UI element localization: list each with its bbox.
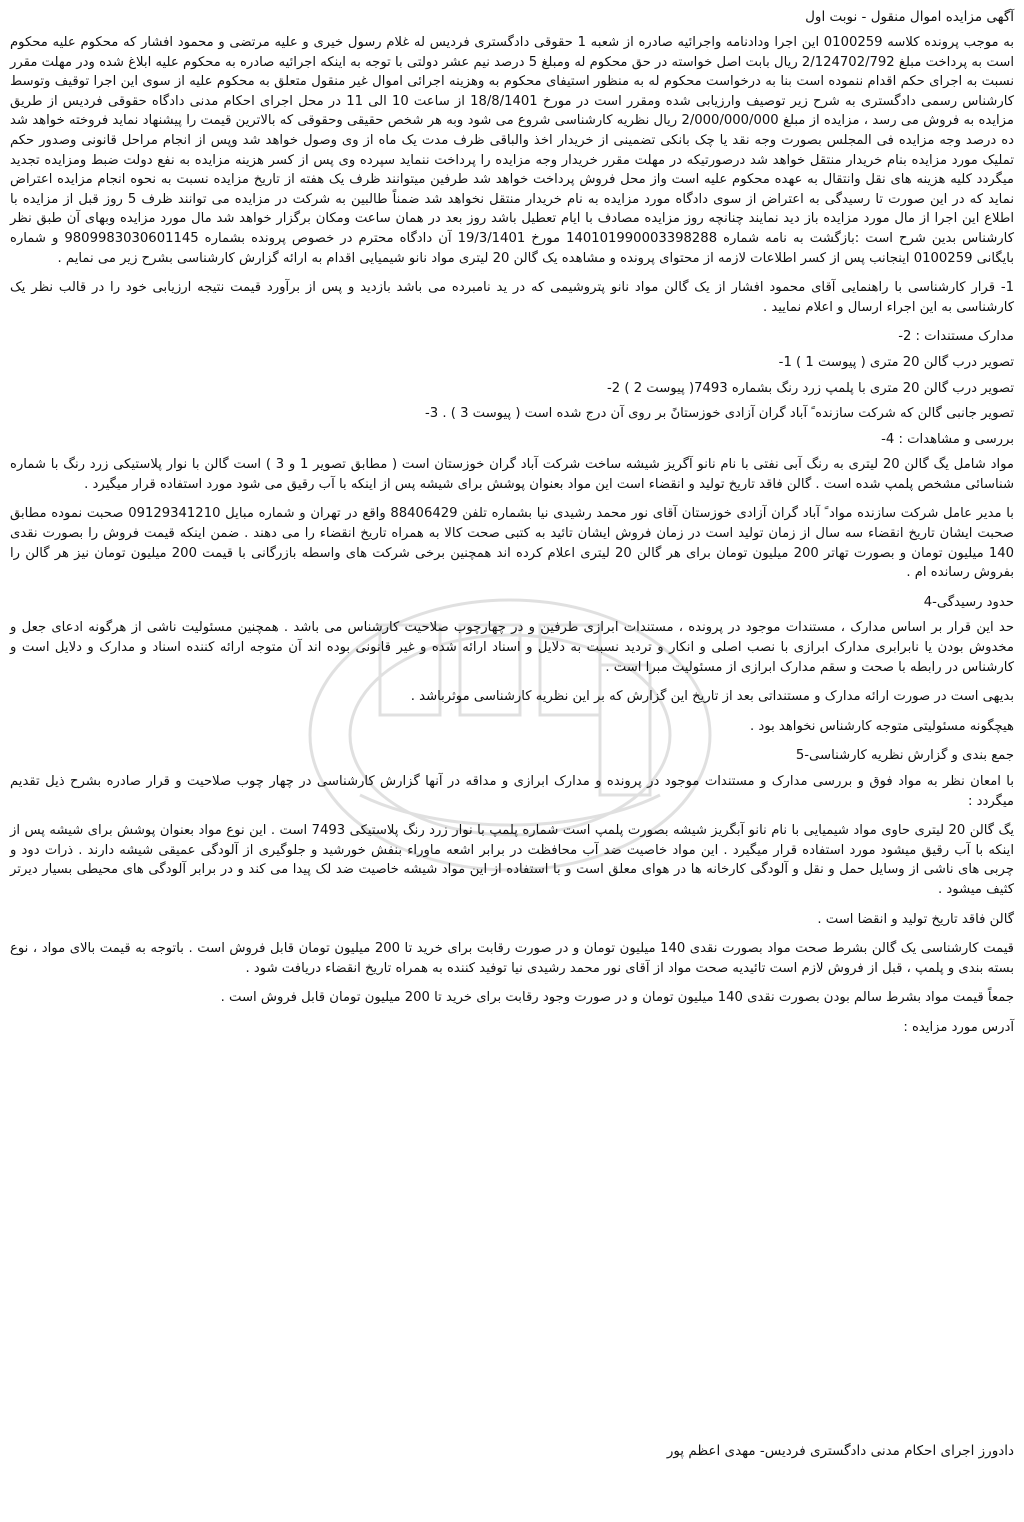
auction-address-label: آدرس مورد مزایده : — [903, 1019, 1014, 1035]
summary-paragraph-1: یگ گالن 20 لیتری حاوی مواد شیمیایی با نام نانو آبگریز شیشه بصورت پلمپ است شماره پلمپ با نوار زرد رنگ پلاستیکی 7493 است . این نوع مواد بعنوان پوشش برای شیشه پس از اینکه با آب رقیق میشود مورد استفاده قرار میگیرد . این مواد خاصیت ضد آب محافظت در برابر اشعه ماوراء بنفش خورشید و جلوگیری از آلودگی عمیقی شیشه دارند . ذرات دود و چربی های ناشی از وسایل حمل و نقل و آلودگی کارخانه ها در هوای معلق است و با استفاده از این مواد شیشه خاصیت ضد لک پیدا می کند و در برابر آلودگی های محیطی بسیار دیرتر کثیف میشود . — [10, 823, 1014, 897]
section-3-heading: بررسی و مشاهدات : 4- — [881, 431, 1014, 447]
observation-paragraph-1: مواد شامل یگ گالن 20 لیتری به رنگ آبی نفتی با نام نانو آگریز شیشه ساخت شرکت آباد گران خوزستان است ( مطابق تصویر 1 و 3 ) است گالن با نوار پلاستیکی زرد رنگ با شماره شناسائی مشخص پلمپ شده است . گالن فاقد تاریخ تولید و انقضاء است این مواد بعنوان پوشش برای شیشه پس از اینکه با آب رقیق می شود مورد استفاده قرار میگیرد . — [10, 457, 1014, 492]
section-2-heading: مدارک مستندات : 2- — [898, 329, 1014, 345]
document-item-1: تصویر درب گالن 20 متری ( پیوست 1 ) 1- — [778, 354, 1014, 370]
document-item-3: تصویر جانبی گالن که شرکت سازنده ً آباد گران آزادی خوزستانً بر روی آن درج شده است ( پیوست 3 ) . 3- — [425, 406, 1014, 422]
section-1-paragraph — [10, 278, 1014, 317]
summary-intro-paragraph: با امعان نظر به مواد فوق و بررسی مدارک و مستندات موجود در پرونده و مدارک ابرازی و مداقه در آنها گزارش کارشناسی در چهار چوب صلاحیت و قرار صادره بشرح ذیل تقدیم میگردد : — [10, 774, 1014, 809]
section-4-heading: حدود رسیدگی-4 — [923, 594, 1014, 610]
scope-paragraph-1: حد این قرار بر اساس مدارک ، مستندات موجود در پرونده ، مستندات ابرازی طرفین و در چهارچوب صلاحیت کارشناس می باشد . همچنین مسئولیت ناشی از هرگونه ادعای جعل و مخدوش بودن یا نابرابری مدارک ابرازی با نصب اصلی و انکار و تردید نسبت به دلایل و اسناد ارائه شده و غیر قانونی بوده اند آن متوجه ارائه کننده اسناد و مدارک و دلایل است و کارشناس در رابطه با صحت و سقم مدارک ابرازی از مسئولیت مبرا است . — [10, 620, 1014, 675]
intro-paragraph: به موجب پرونده کلاسه 0100259 این اجرا ودادنامه واجرائیه صادره از شعبه 1 حقوقی دادگستری فردیس له غلام رسول خیری و علیه مرتضی و محمود افشار که محکوم علیه محکوم است به پرداخت مبلغ 2/124702/792 ریال بابت اصل خواسته در حق محکوم له ومبلغ 5 درصد نیم عشر دولتی با توجه به اینکه اجرائیه صادره به محکوم علیه ابلاغ شده ودر مهلت مقرر نسبت به اجرای حکم اقدام ننموده است بنا به درخواست محکوم له به منظور استیفای محکوم به وهزینه اجرائی اموال غیر منقول متعلق به محکوم علیه از سوی این اجرا توقیف وتوسط کارشناس رسمی دادگستری به شرح زیر توصیف وارزیابی شده ومقرر است در مورخ 18/8/1401 از ساعت 10 الی 11 در محل اجرای احکام مدنی دادگاه حقوقی فردیس از طریق مزایده به فروش می رسد ، مزایده از مبلغ 2/000/000/000 ریال نظریه کارشناسی شروع می شود وبه هر شخص حقیقی وحقوقی که بالاترین قیمت را پیشنهاد نماید فروخته خواهد شد ده درصد وجه مزایده فی المجلس بصورت وجه نقد یا چک بانکی تضمینی از خریدار اخذ والباقی ظرف مدت یک ماه از وی وصول خواهد شد وپس از انجام مراحل قانونی وصدور حکم تملیک مورد مزایده بنام خریدار منتقل خواهد شد درصورتیکه در مهلت مقرر خریدار وجه مزایده را پرداخت ننماید سپرده وی پس از کسر هزینه مزایده به نفع دولت ضبط ومزایده تجدید میگردد کلیه هزینه های نقل وانتقال به عهده محکوم علیه است واز محل فروش پرداخت خواهد شد طرفین میتوانند ظرف یک هفته از تاریخ مزایده نسبت به نحوه انجام مزایده اعتراض نماید که در این صورت تا رسیدگی به اعتراض از سوی دادگاه مورد مزایده به نام خریدار منتقل نخواهد شد ضمناً طالبین به شرکت در مزایده می توانند ظرف 5 روز قبل از مزایده با اطلاع این اجرا از مال مورد مزایده باز دید نمایند چنانچه روز مزایده مصادف با ایام تعطیل باشد روز بعد در همان ساعت ومکان برگزار خواهد شد مال مورد مزایده وبهای آن طبق نظر کارشناس بدین شرح است :بازگشت به نامه شماره 140101990003398288 مورخ 19/3/1401 آن دادگاه محترم در خصوص پرونده بشماره 9809983030601145 و شماره بایگانی 0100259 اینجانب پس از کسر اطلاعات لازمه از محتوای پرونده و مشاهده یک گالن 20 لیتری مواد نانو شیمیایی اقدام به ارائه گزارش کارشناسی بشرح زیر می نمایم . — [10, 35, 1015, 266]
observation-paragraph-2: با مدیر عامل شرکت سازنده مواد ً آباد گران آزادی خوزستان آقای نور محمد رشیدی نیا بشماره تلفن 88406429 واقع در تهران و شماره مبایل 09129341210 صحبت نموده مطابق صحبت ایشان تاریخ انقضاء سه سال از زمان تولید است در زمان فروش ایشان تائید به کتبی صحت کالا به همراه تاریخ انقضاء را می دهند . ضمن اینکه قیمت فروش را بصورت نقدی 140 میلیون تومان و بصورت تهاتر 200 میلیون تومان برای هر گالن 20 لیتری اعلام کرده اند همچنین برخی شرکت های واسطه بازرگانی با قیمت 200 میلیون تومان نیز هر گالن را بفروش رسانده ام . — [10, 506, 1014, 581]
signature-line: دادورز اجرای احکام مدنی دادگستری فردیس- مهدی اعظم پور — [666, 1442, 1014, 1459]
scope-paragraph-3: هیچگونه مسئولیتی متوجه کارشناس نخواهد بود . — [750, 718, 1014, 734]
section-5-heading: جمع بندی و گزارش نظریه کارشناسی-5 — [795, 748, 1014, 764]
summary-paragraph-2: گالن فاقد تاریخ تولید و انقضا است . — [817, 911, 1014, 927]
notice-page — [10, 8, 1014, 1522]
notice-title: آگهی مزایده اموال منقول - نوبت اول — [805, 9, 1014, 25]
scope-paragraph-2: بدیهی است در صورت ارائه مدارک و مستنداتی بعد از تاریخ این گزارش که بر این نظریه کارشناسی موثرباشد . — [410, 689, 1014, 705]
section-1-text: قرار کارشناسی با راهنمایی آقای محمود افشار از یک گالن مواد نانو پتروشیمی که در ید نامبرده می باشد بازدید و پس از برآورد قیمت نتیجه ارزیابی خود را در قالب نظر یک کارشناسی به این اجراء ارسال و اعلام نمایید . — [10, 280, 1014, 315]
summary-paragraph-3: قیمت کارشناسی یک گالن بشرط صحت مواد بصورت نقدی 140 میلیون تومان و در صورت رقابت برای خرید تا 200 میلیون تومان قابل فروش است . باتوجه به قیمت بالای مواد ، نوع بسته بندی و پلمپ ، قبل از فروش لازم است تائیدیه صحت مواد از آقای نور محمد رشیدی نیا توفید کننده به همراه تاریخ انقضاء دریافت شود . — [10, 941, 1014, 976]
section-1-number: 1- — [1000, 280, 1014, 296]
summary-paragraph-4: جمعاً قیمت مواد بشرط سالم بودن بصورت نقدی 140 میلیون تومان و در صورت وجود رقابت برای خرید تا 200 میلیون تومان قابل فروش است . — [220, 990, 1014, 1006]
document-item-2: تصویر درب گالن 20 متری با پلمپ زرد رنگ بشماره 7493( پیوست 2 ) 2- — [607, 380, 1014, 396]
